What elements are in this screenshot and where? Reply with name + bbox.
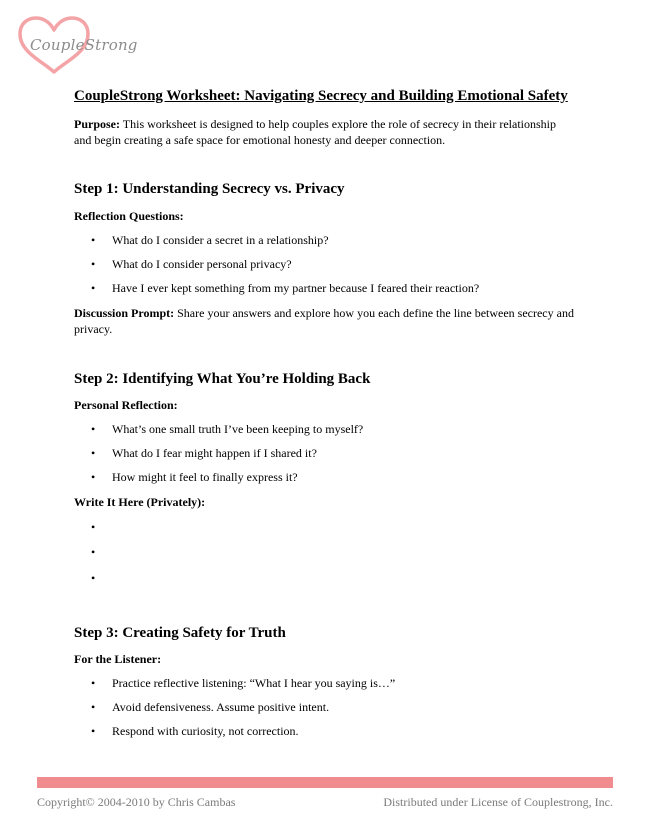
footer-bar [37,777,613,788]
discussion-prompt-text: Share your answers and explore how you each define the line between secrecy and privacy. [74,306,574,336]
discussion-prompt [74,305,574,337]
worksheet-title: CoupleStrong Worksheet: Navigating Secrecy and Building Emotional Safety [74,88,568,104]
step3-listener-label: For the Listener: [74,652,162,666]
bullet-icon: • [91,446,96,460]
footer-license: Distributed under License of Couplestrong, Inc. [383,795,613,809]
footer-copyright: Copyright© 2004-2010 by Chris Cambas [37,795,236,809]
step1-questions-label: Reflection Questions: [74,209,184,223]
bullet-icon: • [91,724,96,738]
bullet-icon: • [91,676,96,690]
bullet-icon: • [91,520,96,534]
step3-heading: Step 3: Creating Safety for Truth [74,625,286,641]
logo-text: CoupleStrong [30,36,138,54]
step1-heading: Step 1: Understanding Secrecy vs. Privacy [74,181,345,197]
purpose-paragraph [74,116,574,148]
step2-heading: Step 2: Identifying What You’re Holding Back [74,371,371,387]
bullet-icon: • [91,281,96,295]
bullet-icon: • [91,470,96,484]
discussion-prompt-label: Discussion Prompt: [74,306,175,320]
bullet-icon: • [91,233,96,247]
step2-reflection-label: Personal Reflection: [74,398,178,412]
bullet-icon: • [91,257,96,271]
purpose-text: This worksheet is designed to help couples explore the role of secrecy in their relationship and begin creating a safe space for emotional honesty and deeper connection. [74,117,556,147]
couplestrong-logo [14,14,138,76]
bullet-icon: • [91,545,96,559]
purpose-label: Purpose: [74,117,120,131]
bullet-icon: • [91,422,96,436]
bullet-icon: • [91,571,96,585]
bullet-icon: • [91,700,96,714]
write-it-here-label: Write It Here (Privately): [74,495,206,509]
